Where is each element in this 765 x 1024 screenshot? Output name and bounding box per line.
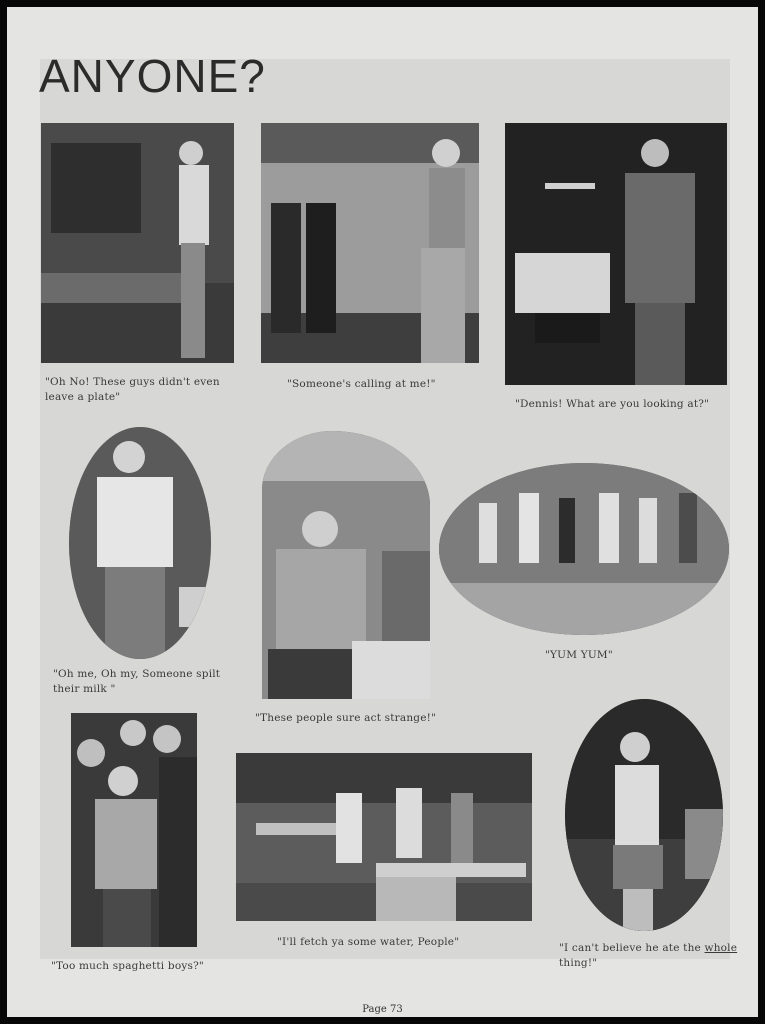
photo-scene [69, 427, 211, 659]
caption-whole-underlined: whole [704, 942, 738, 954]
caption-dennis: "Dennis! What are you looking at?" [515, 398, 710, 410]
caption-spaghetti: "Too much spaghetti boys?" [51, 960, 204, 972]
photo-boy-in-suit [505, 123, 727, 385]
caption-yum: "YUM YUM" [545, 649, 613, 661]
photo-scene [565, 699, 723, 931]
page-title: ANYONE? [39, 50, 266, 102]
caption-strange: "These people sure act strange!" [255, 712, 437, 724]
caption-plate: "Oh No! These guys didn't even leave a plate" [45, 376, 220, 403]
yearbook-page [7, 7, 758, 1017]
photo-scene [71, 713, 197, 947]
photo-cafeteria-counter [41, 123, 234, 363]
photo-dancing-group-oval [439, 463, 729, 635]
photo-scene [236, 753, 532, 921]
photo-three-boys [71, 713, 197, 947]
photo-scene [439, 463, 729, 635]
photo-scene [41, 123, 234, 363]
photo-girl-oval [565, 699, 723, 931]
photo-girl-glasses [262, 431, 430, 699]
photo-cafeteria-tables [236, 753, 532, 921]
caption-whole-thing [559, 941, 739, 971]
caption-calling: "Someone's calling at me!" [287, 378, 436, 390]
caption-water: "I'll fetch ya some water, People" [277, 936, 460, 948]
photo-scene [505, 123, 727, 385]
photo-dancing-boy [261, 123, 479, 363]
caption-whole-suffix: thing!" [559, 957, 598, 969]
photo-boy-tie-oval [69, 427, 211, 659]
photo-scene [262, 431, 430, 699]
photo-scene [261, 123, 479, 363]
caption-milk: "Oh me, Oh my, Someone spilt their milk " [53, 668, 221, 695]
caption-whole-prefix: "I can't believe he ate the [559, 942, 705, 954]
page-number: Page 73 [362, 1004, 403, 1015]
